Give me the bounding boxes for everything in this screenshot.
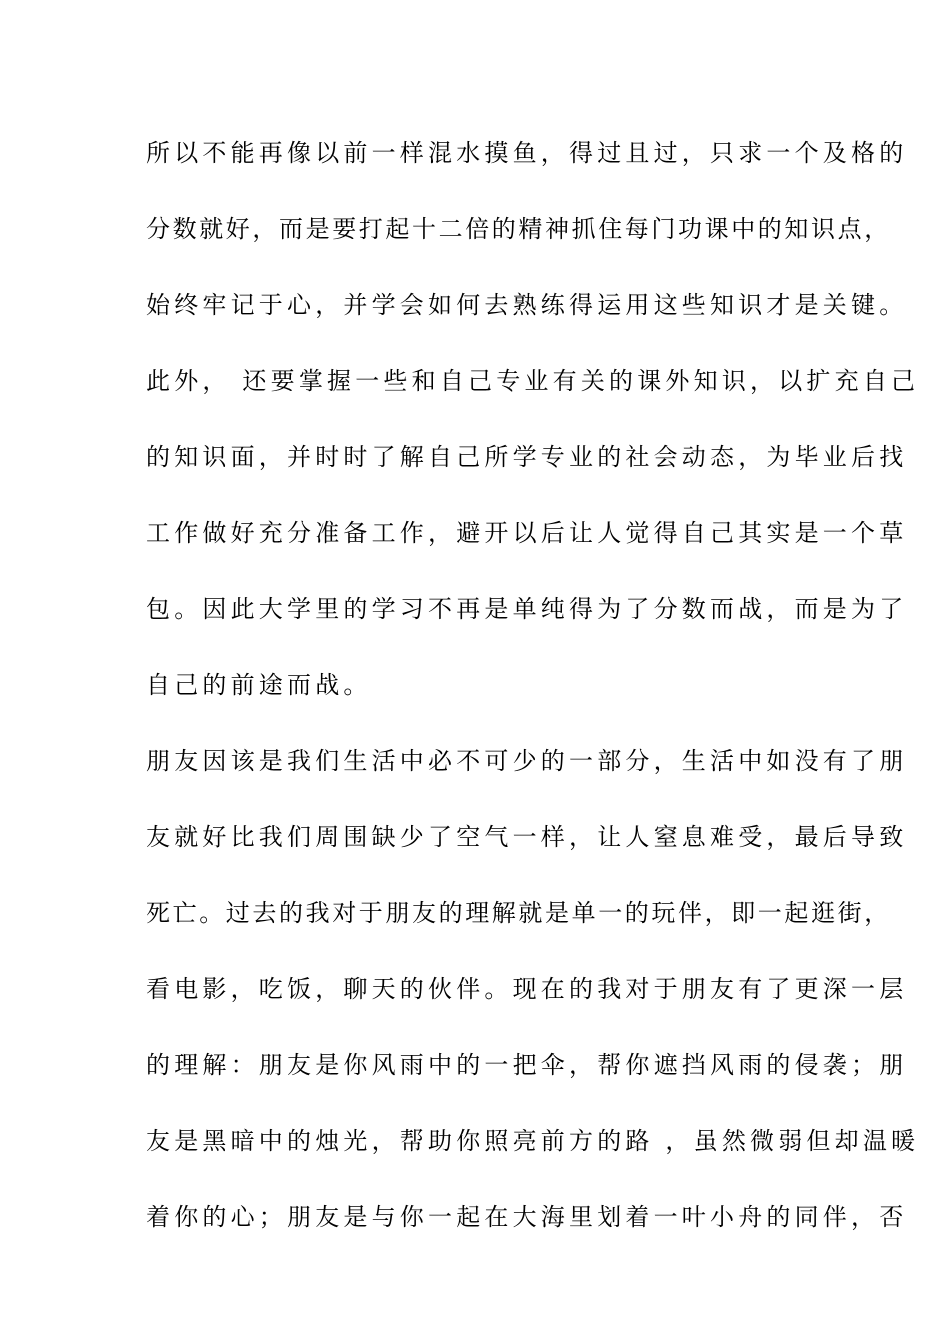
text-line: 分数就好，而是要打起十二倍的精神抓住每门功课中的知识点，: [146, 215, 891, 243]
text-line: 着你的心；朋友是与你一起在大海里划着一叶小舟的同伴，否: [146, 1203, 908, 1231]
text-line: 的理解：朋友是你风雨中的一把伞，帮你遮挡风雨的侵袭；朋: [146, 1051, 908, 1079]
text-line: 工作做好充分准备工作，避开以后让人觉得自己其实是一个草: [146, 519, 908, 547]
text-line: 友就好比我们周围缺少了空气一样，让人窒息难受，最后导致: [146, 823, 908, 851]
text-line: 朋友因该是我们生活中必不可少的一部分，生活中如没有了朋: [146, 747, 908, 775]
text-line: 看电影，吃饭，聊天的伙伴。现在的我对于朋友有了更深一层: [146, 975, 908, 1003]
text-line: 包。因此大学里的学习不再是单纯得为了分数而战，而是为了: [146, 595, 908, 623]
text-line: 友是黑暗中的烛光，帮助你照亮前方的路 ，虽然微弱但却温暖: [146, 1127, 920, 1155]
text-line: 始终牢记于心，并学会如何去熟练得运用这些知识才是关键。: [146, 291, 908, 319]
text-line: 自己的前途而战。: [146, 671, 372, 699]
text-line: 死亡。过去的我对于朋友的理解就是单一的玩伴，即一起逛街，: [146, 899, 891, 927]
body-text: [146, 130, 920, 1270]
text-line: 此外， 还要掌握一些和自己专业有关的课外知识，以扩充自己: [146, 367, 920, 395]
text-line: 的知识面，并时时了解自己所学专业的社会动态，为毕业后找: [146, 443, 908, 471]
text-line: 所以不能再像以前一样混水摸鱼，得过且过，只求一个及格的: [146, 139, 908, 167]
